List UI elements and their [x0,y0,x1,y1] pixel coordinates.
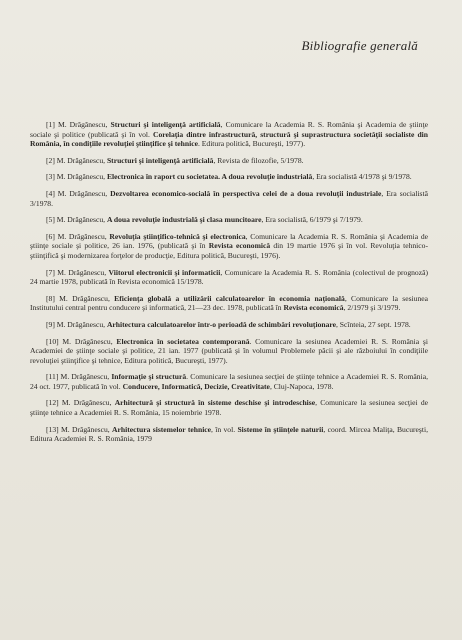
bibliography-entry: [1] M. Drăgănescu, Structuri şi inteligenţă artificială, Comunicare la Academia R. S. România şi Academia de ştiinţe sociale şi politice (publicată şi în vol. Corelaţia dintre infrastructură, structură şi suprastructura societăţii socialiste din România, în condiţiile revoluţiei ştiinţifice şi tehnice. Editura politică, Bucureşti, 1977). [30,120,428,149]
bibliography-entry: [12] M. Drăgănescu, Arhitectură şi structură în sisteme deschise şi introdeschise, Comunicare la sesiunea secţiei de ştiinţe tehnice a Academiei R. S. România, 15 noiembrie 1978. [30,398,428,418]
bibliography-entry: [11] M. Drăgănescu, Informaţie şi structură. Comunicare la sesiunea secţiei de ştiinţe tehnice a Academiei R. S. România, 24 oct. 1977, publicată în vol. Conducere, Informatică, Decizie, Creativitate, Cluj-Napoca, 1978. [30,372,428,391]
bibliography-entry: [4] M. Drăgănescu, Dezvoltarea economico-socială în perspectiva celei de a doua revoluţii industriale, Era socialistă 3/1978. [30,188,428,208]
bibliography-entry: [10] M. Drăgănescu, Electronica în societatea contemporană. Comunicare la sesiunea Academiei R. S. România şi Academiei de ştiinţe sociale şi politice, 21 ian. 1977 (publicată şi în volumul Problemele păcii şi ale războiului în condiţiile revoluţiei ştiinţifice şi tehnice, Editura politică, Bucureşti, 1977). [30,336,428,365]
bibliography-entry: [2] M. Drăgănescu, Structuri şi inteligenţă artificială, Revista de filozofie, 5/1978. [46,155,304,165]
bibliography-entry: [7] M. Drăgănescu, Viitorul electronicii şi informaticii, Comunicare la Academia R. S. România (colectivul de prognoză) 24 martie 1978, publicată în Revista economică 15/1978. [30,267,428,287]
bibliography-entry: [8] M. Drăgănescu, Eficienţa globală a utilizării calculatoarelor în economia naţională, Comunicare la sesiunea Institutului central pentru conducere şi informatică, 21—23 dec. 1978, publicată în Revista economică, 2/1979 şi 3/1979. [30,293,428,313]
bibliography-entry: [9] M. Drăgănescu, Arhitectura calculatoarelor într-o perioadă de schimbări revoluţionare, Scînteia, 27 sept. 1978. [46,319,411,329]
running-title: Bibliografie generală [301,38,418,53]
bibliography-list [30,120,428,451]
bibliography-entry: [6] M. Drăgănescu, Revoluţia ştiinţifico-tehnică şi electronica, Comunicare la Academia R. S. România şi Academia de ştiinţe sociale şi politice, 26 ian. 1976, (publicată şi în Revista economică din 19 martie 1976 şi în vol. Revoluţia tehnico-ştiinţifică şi modernizarea forţelor de producţie, Editura politică, Bucureşti, 1976). [30,231,428,260]
bibliography-entry: [3] M. Drăgănescu, Electronica în raport cu societatea. A doua revoluţie industrială, Era socialistă 4/1978 şi 9/1978. [46,172,412,182]
bibliography-entry: [13] M. Drăgănescu, Arhitectura sistemelor tehnice, în vol. Sisteme în ştiinţele naturii, coord. Mircea Maliţa, Bucureşti, Editura Academiei R. S. România, 1979 [30,424,428,444]
bibliography-entry: [5] M. Drăgănescu, A doua revoluţie industrială şi clasa muncitoare, Era socialistă, 6/1979 şi 7/1979. [46,215,363,225]
